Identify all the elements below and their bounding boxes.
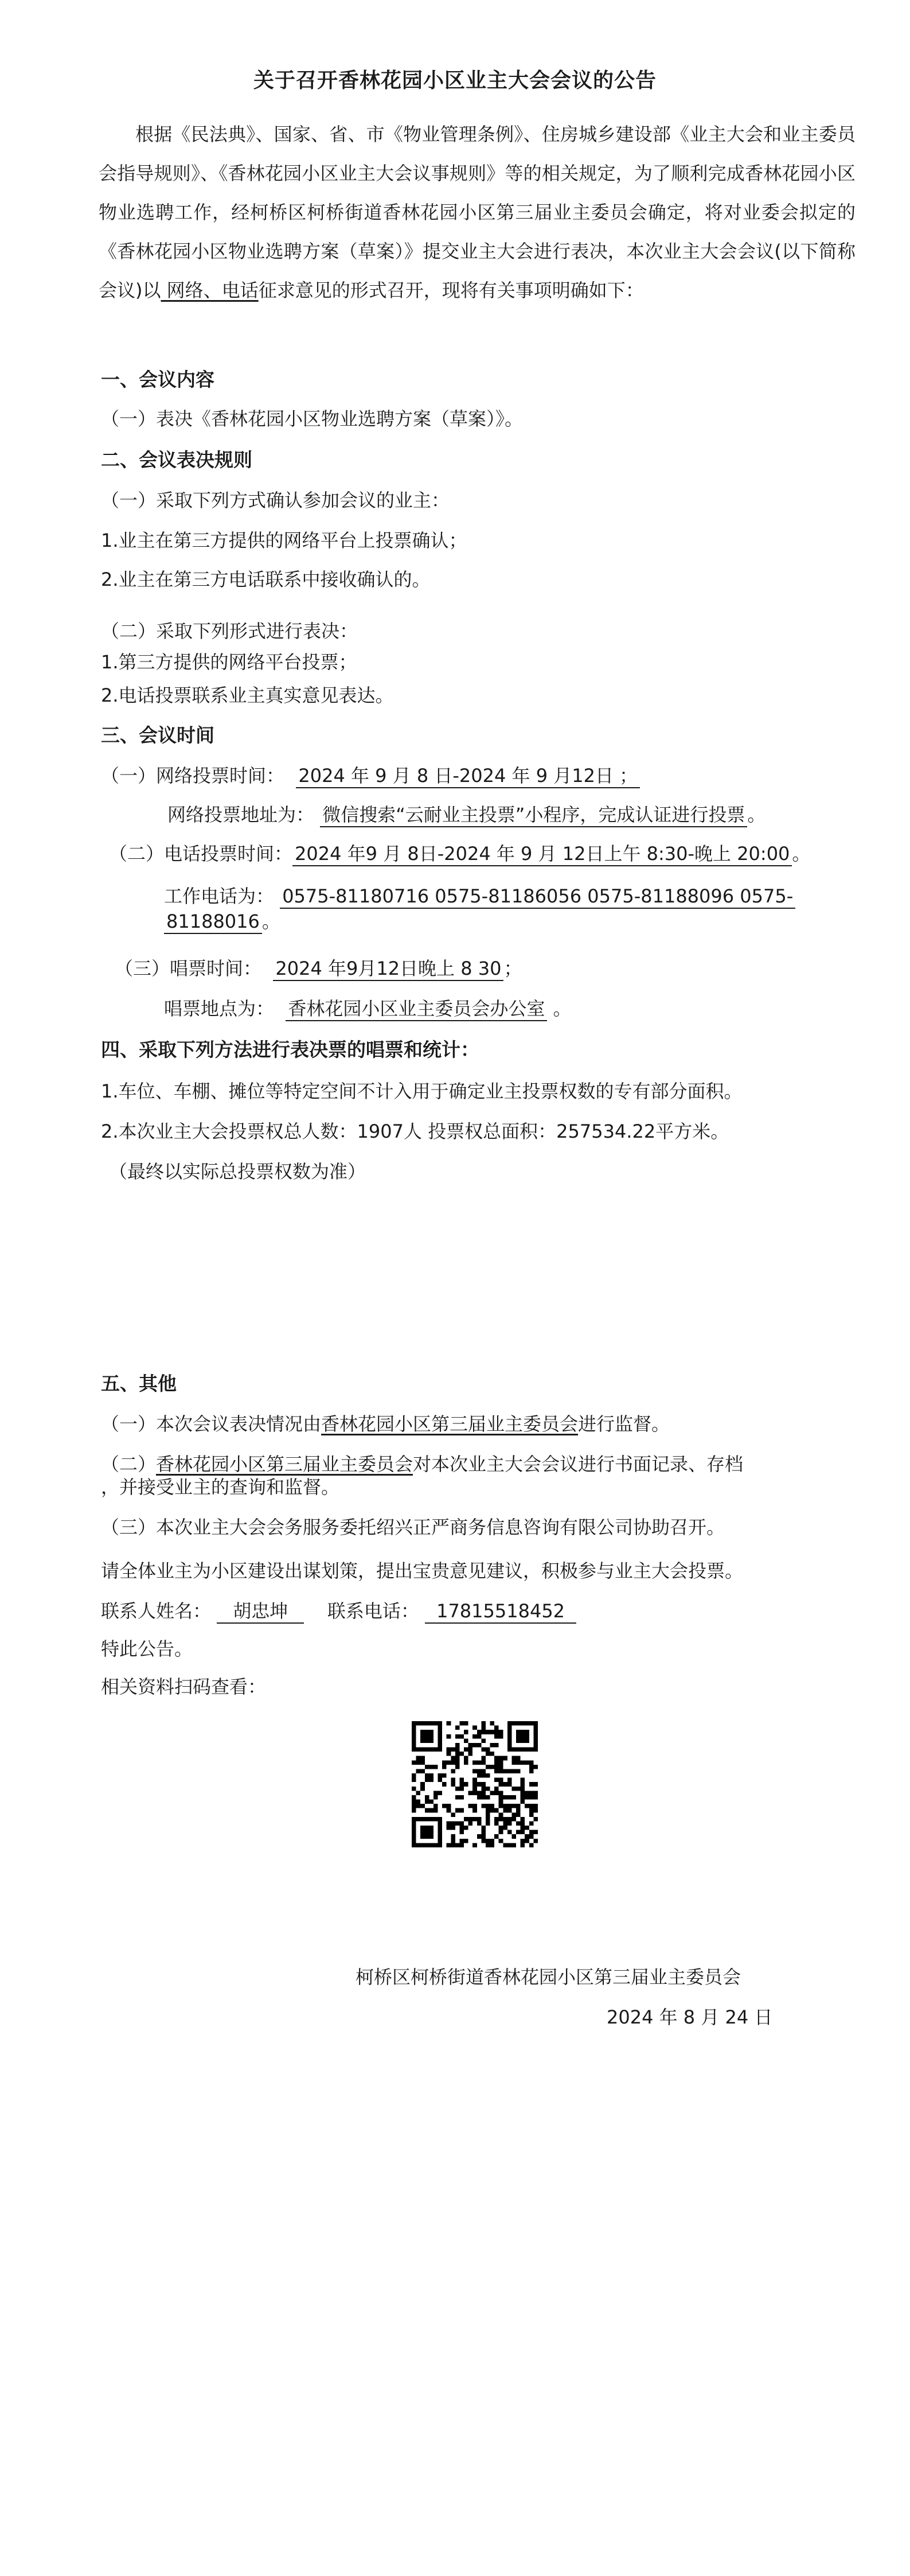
online-vote-time <box>101 763 640 788</box>
signature-date: 2024 年 8 月 24 日 <box>607 2006 773 2028</box>
section-2-sub-1: （一）采取下列方式确认参加会议的业主： <box>101 489 450 511</box>
section-2-sub-1-a: 1.业主在第三方提供的网络平台上投票确认； <box>101 530 467 551</box>
phone-vote-time <box>109 841 810 866</box>
contact-name: 胡忠坤 <box>217 1600 304 1624</box>
section-5-item-2-text: 对本次业主大会会议进行书面记录、存档 <box>413 1453 744 1475</box>
work-phones-end: 。 <box>261 910 280 932</box>
section-5-item-2 <box>101 1452 743 1477</box>
count-time-end: ； <box>503 958 522 979</box>
intro-text-end: 征求意见的形式召开，现将有关事项明确如下： <box>258 279 644 301</box>
section-5-heading: 五、其他 <box>101 1372 177 1395</box>
meeting-method: 网络、电话 <box>161 279 259 301</box>
section-1-heading: 一、会议内容 <box>101 368 214 391</box>
online-vote-time-label: （一）网络投票时间： <box>101 765 285 787</box>
count-place-label: 唱票地点为： <box>164 998 275 1019</box>
count-place-end: 。 <box>553 998 572 1019</box>
count-time <box>115 956 522 981</box>
phone-vote-time-value: 2024 年9 月 8日-2024 年 9 月 12日上午 8:30-晚上 20:00 <box>292 842 792 866</box>
contact-name-label: 联系人姓名： <box>101 1600 212 1622</box>
section-2-sub-2: （二）采取下列形式进行表决： <box>101 620 358 642</box>
online-vote-address-value: 微信搜索“云耐业主投票”小程序，完成认证进行投票 <box>320 803 747 827</box>
work-phones-label: 工作电话为： <box>164 885 275 907</box>
online-vote-address-label: 网络投票地址为： <box>167 804 315 826</box>
section-4-heading: 四、采取下列方法进行表决票的唱票和统计： <box>101 1038 479 1061</box>
section-4-note: （最终以实际总投票权数为准） <box>109 1161 366 1182</box>
scan-prompt: 相关资料扫码查看： <box>101 1676 267 1698</box>
count-place-value: 香林花园小区业主委员会办公室 <box>286 997 547 1021</box>
notice-end: 特此公告。 <box>101 1638 193 1660</box>
section-4-item-2: 2.本次业主大会投票权总人数：1907人 投票权总面积：257534.22平方米。 <box>101 1120 729 1142</box>
appeal-text: 请全体业主为小区建设出谋划策，提出宝贵意见建议，积极参与业主大会投票。 <box>101 1560 744 1582</box>
contact-line <box>101 1598 576 1624</box>
count-place <box>164 996 572 1021</box>
section-2-sub-2-b: 2.电话投票联系业主真实意见表达。 <box>101 684 394 706</box>
contact-phone-label: 联系电话： <box>327 1600 419 1622</box>
section-5-item-1-end: 进行监督。 <box>578 1413 670 1435</box>
work-phones-value-1: 0575-81180716 0575-81186056 0575-81188096 0575- <box>280 885 795 909</box>
phone-vote-time-label: （二）电话投票时间： <box>109 843 293 865</box>
section-2-heading: 二、会议表决规则 <box>101 449 252 471</box>
section-5-item-3: （三）本次业主大会会务服务委托绍兴正严商务信息咨询有限公司协助召开。 <box>101 1516 725 1538</box>
notice-title: 关于召开香林花园小区业主大会会议的公告 <box>253 69 657 92</box>
signature-org: 柯桥区柯桥街道香林花园小区第三届业主委员会 <box>356 1966 741 1988</box>
section-4-item-1: 1.车位、车棚、摊位等特定空间不计入用于确定业主投票权数的专有部分面积。 <box>101 1080 743 1102</box>
intro-text: 根据《民法典》、国家、省、市《物业管理条例》、住房城乡建设部《业主大会和业主委员会指导规则》、《香林花园小区业主大会议事规则》等的相关规定，为了顺利完成香林花园小区物业选聘工作，经柯桥区柯桥街道香林花园小区第三届业主委员会确定，将对业委会拟定的《香林花园小区物业选聘方案（草案）》提交业主大会进行表决，本次业主大会会议(以下简称会议)以 <box>99 123 856 301</box>
phone-vote-time-end: 。 <box>792 843 811 865</box>
online-vote-address-end: 。 <box>747 804 766 826</box>
online-vote-time-value: 2024 年 9 月 8 日-2024 年 9 月12日 ； <box>296 764 640 788</box>
section-3-heading: 三、会议时间 <box>101 724 214 746</box>
count-time-label: （三）唱票时间： <box>115 958 262 979</box>
work-phones-cont <box>164 909 280 934</box>
section-5-item-2-cont: ，并接受业主的查询和监督。 <box>101 1476 340 1498</box>
section-5-item-2-prefix: （二） <box>101 1453 157 1475</box>
section-1-item-1: （一）表决《香林花园小区物业选聘方案（草案）》。 <box>101 408 524 430</box>
qr-code-icon[interactable] <box>412 1721 538 1847</box>
section-2-sub-2-a: 1.第三方提供的网络平台投票； <box>101 651 357 673</box>
work-phones <box>164 884 795 909</box>
online-vote-address <box>167 802 766 827</box>
section-5-item-1-text: （一）本次会议表决情况由 <box>101 1413 322 1435</box>
work-phones-value-2: 81188016 <box>164 910 262 934</box>
contact-phone: 17815518452 <box>425 1600 576 1624</box>
section-2-sub-1-b: 2.业主在第三方电话联系中接收确认的。 <box>101 569 431 590</box>
count-time-value: 2024 年9月12日晚上 8 30 <box>273 957 503 981</box>
section-5-item-1 <box>101 1411 670 1437</box>
committee-name: 香林花园小区第三届业主委员会 <box>321 1413 579 1435</box>
intro-paragraph <box>99 115 856 310</box>
committee-name: 香林花园小区第三届业主委员会 <box>156 1453 413 1475</box>
